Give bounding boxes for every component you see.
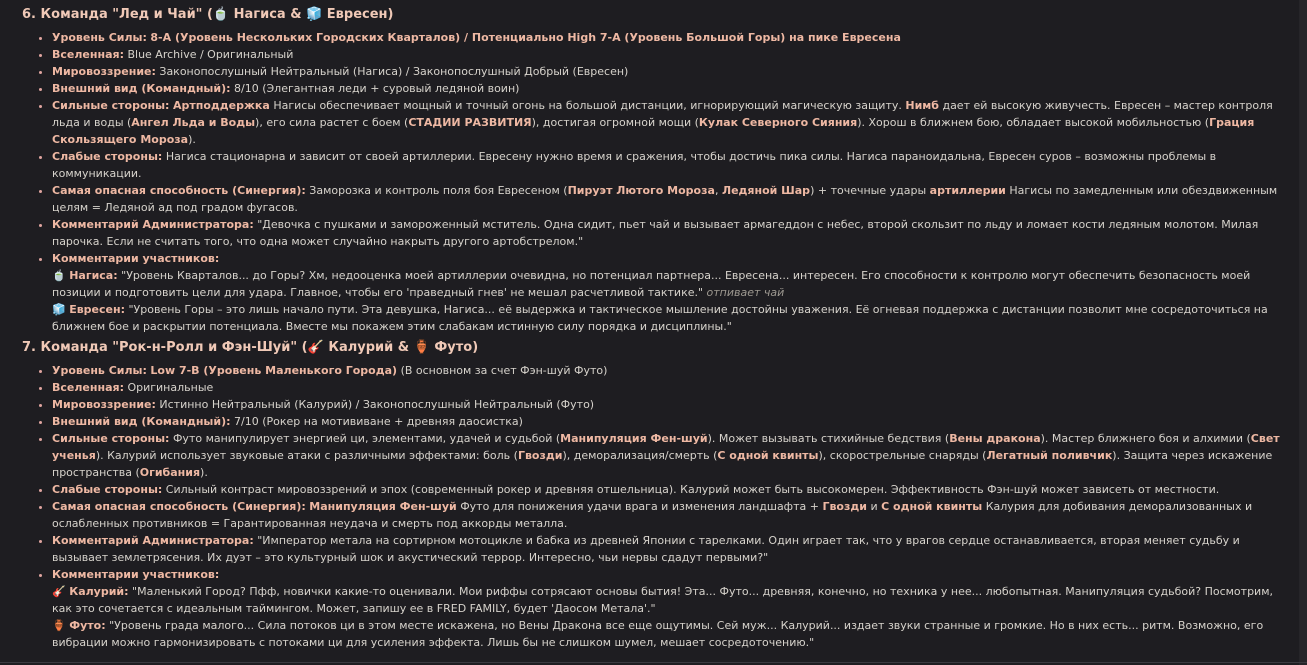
value: "Император метала на сортирном мотоцикле и бабка из древней Японии с тарелками. Один играет так, что у врагов сердце останавливается, вторая меняет судьбу и вызывает землетрясения. Их дуэт – это культурный шок и акустический террор. Интересно, чьи нервы сдадут первыми?" [52,534,1240,564]
team7-title-suffix: ) [472,340,479,355]
team6-comment-1 [52,267,1292,301]
comment-text: "Уровень Кварталов... до Горы? Хм, недооценка моей артиллерии очевидна, но потенциал партнера... Евресена... интересен. Его способности к контролю могут обеспечить безопасность моей позиции и подготовить цели для удара. Главное, чтобы его 'праведный гнев' не мешал расчетливой тактике." [52,269,1251,299]
strength-term: Артподдержка [172,99,270,112]
team6-list [22,29,1292,335]
label: Самая опасная способность (Синергия): [52,500,306,513]
team6-heading [22,5,1292,25]
text: Нагисы по замедленным или обездвиженным целям = Ледяной ад под градом фугасов. [52,184,1278,214]
comment-text: "Маленький Город? Пфф, новички какие-то оценивали. Мои риффы сотрясают основы бытия! Эта... Футо... древняя, конечно, но техника у нее... любопытная. Манипуляция судьбой? Посмотрим, как это сочетается с идеальным таймингом. Может, запишу ее в FRED FAMILY, будет 'Даосом Метала'." [52,585,1273,615]
strength-term: Нимб [905,99,939,112]
text: и [866,500,882,513]
label: Уровень Силы: [52,364,147,377]
text: Нагисы обеспечивает мощный и точный огонь на большой дистанции, игнорирующий магическую защиту. [269,99,906,112]
note: (В основном за счет Фэн-шуй Футо) [397,364,608,377]
team7-name2: Футо [434,340,473,355]
team7-heading [22,338,1292,358]
guitar-icon: 🎸 [52,585,66,598]
tea-icon: 🍵 [212,7,230,22]
value: 7/10 (Рокер на мотививане + древняя даосистка) [234,415,523,428]
team7-admin-comment [52,532,1292,566]
text: ). Может вызывать стихийные бедствия ( [707,432,950,445]
strength-term: Грация Скользящего Мороза [52,116,1255,146]
document [22,5,1292,654]
scrollbar-track[interactable] [1299,0,1307,665]
text: ), скорострельные снаряды ( [818,449,987,462]
stage-note: отпивает чай [703,286,785,299]
label: Комментарии участников: [52,568,220,581]
comment-text: "Уровень Горы – это лишь начало пути. Эта девушка, Нагиса... её выдержка и тактическое мышление достойны уважения. Её огневая поддержка с дистанции позволит мне сосредоточиться на ближнем бое и раскрытии потенциала. Вместе мы покажем этим слабакам истинную силу порядка и дисциплины." [52,303,1268,333]
label: Внешний вид (Командный): [52,82,231,95]
value: 8/10 (Элегантная леди + суровый ледяной воин) [234,82,520,95]
text: ). [200,466,208,479]
ice-cube-icon: 🧊 [306,7,323,22]
speaker: Евресен: [69,303,125,316]
label: Вселенная: [52,381,124,394]
team6-name1: Нагиса [233,7,286,22]
guitar-icon: 🎸 [307,340,324,355]
value: 8-А (Уровень Нескольких Городских Кварталов) / Потенциально High 7-A (Уровень Большой Горы) на пике Евресена [150,31,901,44]
team7-comment-1 [52,583,1292,617]
strength-term: Гвозди [517,449,563,462]
team6-admin-comment [52,216,1292,250]
strength-term: Свет ученья [52,432,1280,462]
label: Мировоззрение: [52,65,156,78]
strength-term: Вены дракона [949,432,1041,445]
team7-name1: Калурий [328,340,394,355]
label: Внешний вид (Командный): [52,415,231,428]
ability-term: артиллерии [929,184,1006,197]
team6-strengths [52,97,1292,148]
amphora-icon: 🏺 [413,340,430,355]
text: ). [188,133,196,146]
ability-term: Пируэт Лютого Мороза [567,184,715,197]
tea-icon: 🍵 [52,269,66,282]
text: Футо для понижения удачи врага и изменения ландшафта + [456,500,823,513]
team6-comment-2 [52,301,1292,335]
text: дает ей высокую живучесть. Евресен – мастер контроля льда и воды ( [52,99,1273,129]
text: ). Хорош в ближнем бою, обладает высокой мобильностью ( [857,116,1210,129]
strength-term: СТАДИИ РАЗВИТИЯ [408,116,532,129]
team6-title-suffix: ) [387,7,394,22]
bottom-divider [0,662,1307,663]
team7-list [22,362,1292,651]
team7-alignment [52,396,1292,413]
text: ). Защита через искажение пространства ( [52,449,1273,479]
team7-strengths [52,430,1292,481]
text: ). Калурий использует звуковые атаки с различными эффектами: боль ( [95,449,518,462]
speaker: Нагиса: [69,269,118,282]
speaker: Калурий: [69,585,129,598]
value: "Девочка с пушками и замороженный мститель. Одна сидит, пьет чай и вызывает армагеддон с небес, второй скользит по льду и ломает кости ледяным молотом. Милая парочка. Если не считать того, что одна может случайно накрыть другого артобстрелом." [52,218,1259,248]
value: Сильный контраст мировоззрений и эпох (современный рокер и древняя отшельница). Калурий может быть высокомерен. Эффективность Фэн-шуй может зависеть от местности. [162,483,1220,496]
value: Нагиса стационарна и зависит от своей артиллерии. Евресену нужно время и сражения, чтобы достичь пика силы. Нагиса параноидальна, Евресен суров – возможны проблемы в коммуникации. [52,150,1217,180]
team6-name2: Евресен [326,7,388,22]
label: Комментарий Администратора: [52,534,254,547]
text: ). Мастер ближнего боя и алхимии ( [1040,432,1251,445]
amphora-icon: 🏺 [52,619,66,632]
strength-term: Манипуляция Фен-шуй [560,432,708,445]
label: Уровень Силы: [52,31,147,44]
team7-ability [52,498,1292,532]
text: ), его сила растет с боем ( [255,116,409,129]
team7-participants [52,566,1292,651]
label: Самая опасная способность (Синергия): [52,184,306,197]
team6-title-prefix: 6. Команда "Лед и Чай" ( [22,7,213,22]
team7-power [52,362,1292,379]
text: , [714,184,722,197]
team7-title-prefix: 7. Команда "Рок-н-Ролл и Фэн-Шуй" ( [22,340,308,355]
text: Калурия для добивания деморализованных и ослабленных противников = Гарантированная неудача и смерть под аккорды металла. [52,500,1253,530]
text: Заморозка и контроль поля боя Евресеном ( [305,184,568,197]
ability-term: Ледяной Шар [721,184,811,197]
comment-text: "Уровень града малого... Сила потоков ци в этом месте искажена, но Вены Дракона все еще ощутимы. Сей муж... Калурий... издает звуки странные и громкие. Но в них есть... ритм. Возможно, его вибрации можно гармонизировать с потоками ци для усиления эффекта. Лишь бы не слишком шумел, мешает сосредоточению." [52,619,1264,649]
team7-weaknesses [52,481,1292,498]
text: ), деморализация/смерть ( [562,449,718,462]
value: Blue Archive / Оригинальный [127,48,294,61]
strength-term: Кулак Северного Сияния [698,116,858,129]
team6-alignment [52,63,1292,80]
label: Слабые стороны: [52,150,163,163]
strength-term: Огибания [139,466,201,479]
label: Слабые стороны: [52,483,163,496]
team6-ability [52,182,1292,216]
team6-power [52,29,1292,46]
label: Вселенная: [52,48,124,61]
label: Сильные стороны: [52,99,170,112]
ability-term: Гвозди [822,500,867,513]
speaker: Футо: [69,619,106,632]
label: Мировоззрение: [52,398,156,411]
text: ) + точечные удары [810,184,930,197]
team7-universe [52,379,1292,396]
team6-look [52,80,1292,97]
ice-cube-icon: 🧊 [52,303,66,316]
strength-term: Легатный поливчик [986,449,1113,462]
label: Комментарий Администратора: [52,218,254,231]
strength-term: С одной квинты [717,449,819,462]
ability-term: Манипуляция Фен-шуй [309,500,457,513]
value: Оригинальные [127,381,214,394]
team6-universe [52,46,1292,63]
team7-look [52,413,1292,430]
team7-amp: & [393,340,414,355]
team6-amp: & [285,7,307,22]
team6-weaknesses [52,148,1292,182]
ability-term: С одной квинты [881,500,983,513]
value: Low 7-B (Уровень Маленького Города) [150,364,398,377]
text: ), достигая огромной мощи ( [531,116,699,129]
value: Законопослушный Нейтральный (Нагиса) / Законопослушный Добрый (Евресен) [159,65,629,78]
value: Истинно Нейтральный (Калурий) / Законопослушный Нейтральный (Футо) [159,398,595,411]
team7-comment-2 [52,617,1292,651]
strength-term: Ангел Льда и Воды [131,116,256,129]
text: Футо манипулирует энергией ци, элементами, удачей и судьбой ( [169,432,561,445]
team6-participants [52,250,1292,335]
label: Сильные стороны: [52,432,170,445]
label: Комментарии участников: [52,252,220,265]
